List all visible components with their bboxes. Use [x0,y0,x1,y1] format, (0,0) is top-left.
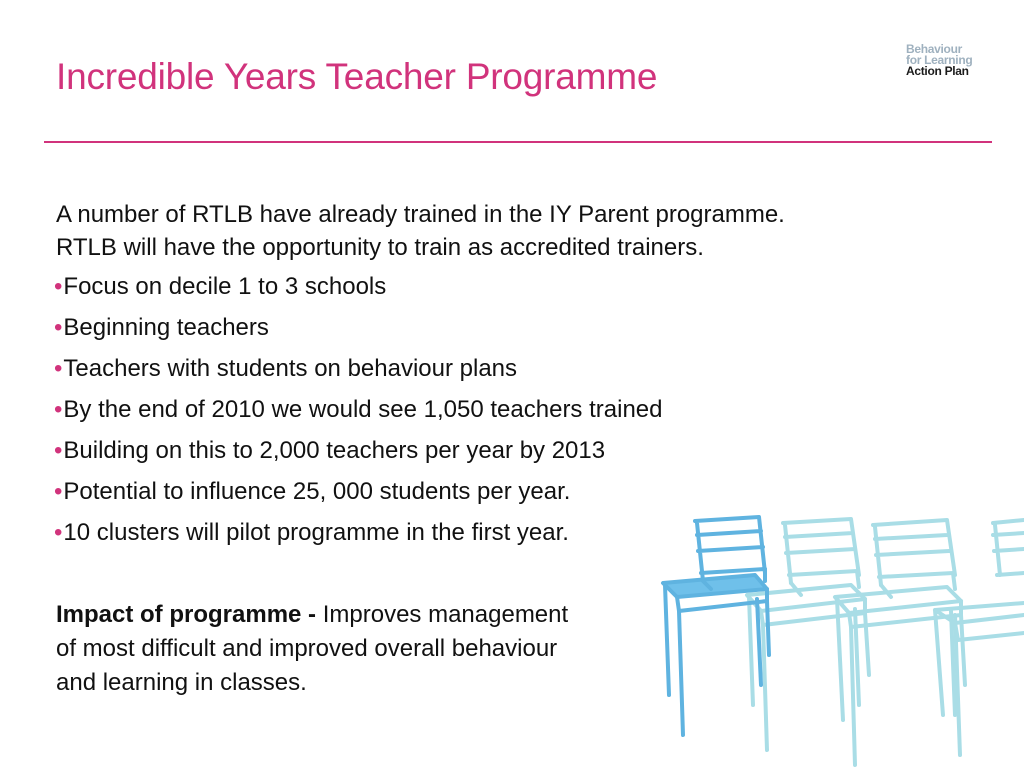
behaviour-for-learning-logo [906,44,996,77]
impact-line-3: and learning in classes. [56,669,307,696]
bullet-dot: • [54,314,63,341]
impact-paragraph [56,598,676,700]
bullet-list [54,270,662,557]
bullet-text: Focus on decile 1 to 3 schools [63,273,387,300]
bullet-text: Potential to influence 25, 000 students per year. [63,478,571,505]
bullet-dot: • [54,396,63,423]
chair-4 [935,520,1024,755]
title-divider [44,141,992,143]
bullet-item [54,434,662,475]
bullet-item [54,311,662,352]
bullet-text: 10 clusters will pilot programme in the first year. [63,519,569,546]
impact-line-1: Improves management [322,601,569,628]
logo-line-3: Action Plan [906,64,969,78]
bullet-dot: • [54,437,63,464]
bullet-text: Teachers with students on behaviour plans [63,355,518,382]
bullet-item [54,270,662,311]
bullet-text: Building on this to 2,000 teachers per year by 2013 [63,437,606,464]
bullet-text: By the end of 2010 we would see 1,050 teachers trained [63,396,663,423]
logo-line-1: Behaviour [906,42,962,56]
bullet-item [54,352,662,393]
bullet-dot: • [54,273,63,300]
intro-paragraph [56,198,956,264]
bullet-item [54,516,662,557]
intro-line-1: A number of RTLB have already trained in the IY Parent programme. [56,201,785,228]
chairs-illustration [655,515,1024,768]
bullet-dot: • [54,478,63,505]
impact-line-2: of most difficult and improved overall behaviour [56,635,558,662]
impact-label: Impact of programme - [56,601,323,628]
bullet-item [54,393,662,434]
bullet-dot: • [54,355,63,382]
bullet-item [54,475,662,516]
logo-line-2: for Learning [906,53,973,67]
intro-line-2: RTLB will have the opportunity to train as accredited trainers. [56,234,704,261]
slide-title: Incredible Years Teacher Programme [56,56,658,97]
bullet-dot: • [54,519,63,546]
bullet-text: Beginning teachers [63,314,269,341]
